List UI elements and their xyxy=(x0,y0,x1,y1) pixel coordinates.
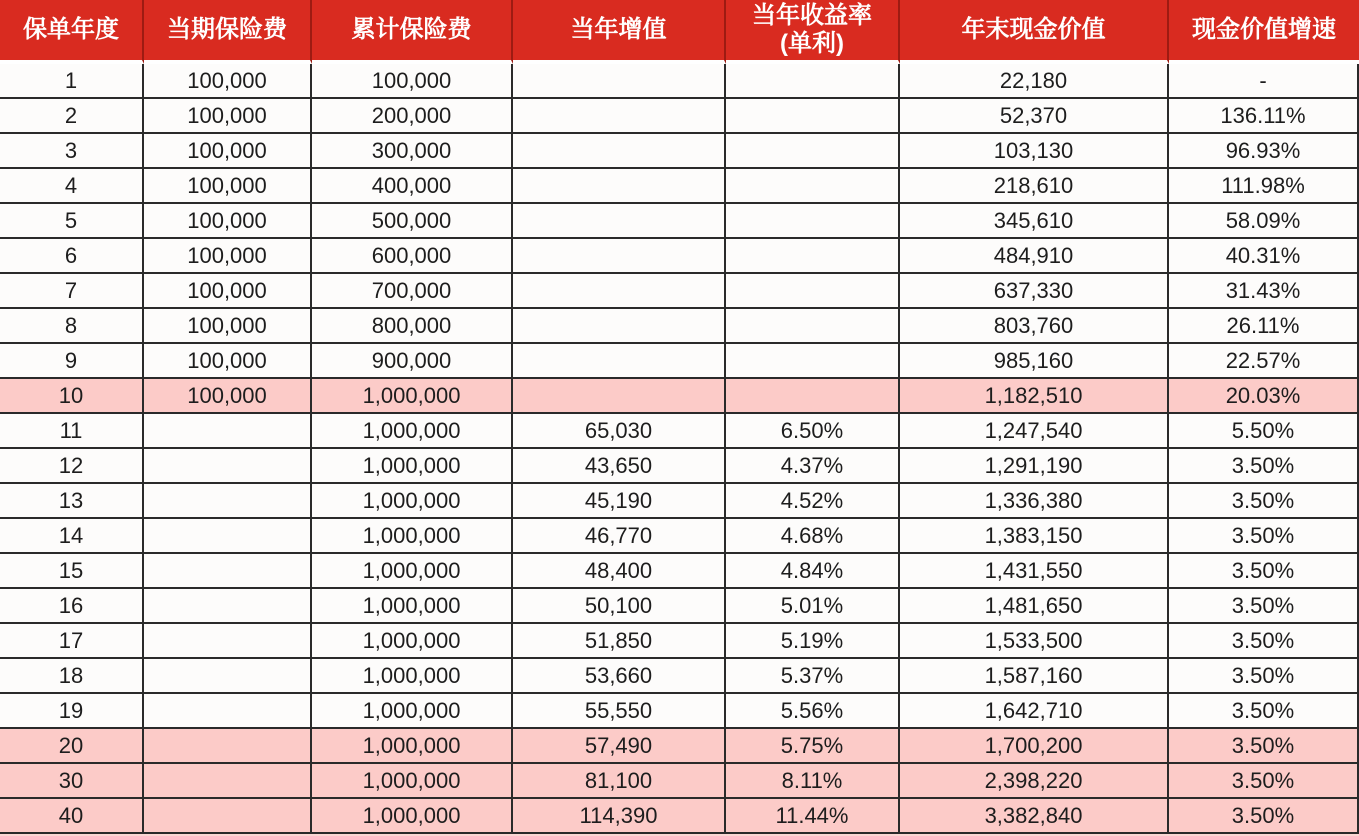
cell-annual-yield: 5.01% xyxy=(726,589,900,624)
cell-annual-appreciation: 55,550 xyxy=(513,694,726,729)
cell-cash-value-growth: 58.09% xyxy=(1169,204,1359,239)
cell-current-premium: 100,000 xyxy=(144,64,312,99)
cell-cash-value-growth: 3.50% xyxy=(1169,764,1359,799)
cell-current-premium: 100,000 xyxy=(144,204,312,239)
cell-annual-appreciation xyxy=(513,204,726,239)
cell-current-premium xyxy=(144,589,312,624)
cell-year-end-cash-value: 1,431,550 xyxy=(900,554,1169,589)
cell-policy-year: 2 xyxy=(0,99,144,134)
table-row xyxy=(0,309,1359,344)
cell-policy-year: 3 xyxy=(0,134,144,169)
cell-policy-year: 4 xyxy=(0,169,144,204)
cell-cash-value-growth: 31.43% xyxy=(1169,274,1359,309)
table-row xyxy=(0,134,1359,169)
cell-cumulative-premium: 300,000 xyxy=(312,134,513,169)
cell-policy-year: 17 xyxy=(0,624,144,659)
cell-year-end-cash-value: 22,180 xyxy=(900,64,1169,99)
header-policy-year: 保单年度 xyxy=(0,0,144,64)
cell-year-end-cash-value: 484,910 xyxy=(900,239,1169,274)
cell-current-premium xyxy=(144,519,312,554)
cell-year-end-cash-value: 1,700,200 xyxy=(900,729,1169,764)
cell-year-end-cash-value: 2,398,220 xyxy=(900,764,1169,799)
cell-cumulative-premium: 900,000 xyxy=(312,344,513,379)
table-row xyxy=(0,344,1359,379)
cell-cash-value-growth: - xyxy=(1169,64,1359,99)
table-row xyxy=(0,519,1359,554)
cell-cash-value-growth: 20.03% xyxy=(1169,379,1359,414)
cell-annual-yield: 4.52% xyxy=(726,484,900,519)
cell-year-end-cash-value: 3,382,840 xyxy=(900,799,1169,834)
cell-annual-appreciation xyxy=(513,134,726,169)
header-annual-yield xyxy=(726,0,900,64)
cell-annual-appreciation: 45,190 xyxy=(513,484,726,519)
cell-year-end-cash-value: 1,247,540 xyxy=(900,414,1169,449)
table-row xyxy=(0,99,1359,134)
cell-cash-value-growth: 3.50% xyxy=(1169,484,1359,519)
table-row xyxy=(0,554,1359,589)
cell-cash-value-growth: 136.11% xyxy=(1169,99,1359,134)
cell-policy-year: 30 xyxy=(0,764,144,799)
cell-year-end-cash-value: 1,336,380 xyxy=(900,484,1169,519)
table-row xyxy=(0,659,1359,694)
table-row xyxy=(0,799,1359,834)
cell-annual-yield: 5.19% xyxy=(726,624,900,659)
cell-year-end-cash-value: 1,481,650 xyxy=(900,589,1169,624)
cell-cash-value-growth: 96.93% xyxy=(1169,134,1359,169)
cell-annual-yield: 5.75% xyxy=(726,729,900,764)
cell-policy-year: 8 xyxy=(0,309,144,344)
cell-annual-yield: 6.50% xyxy=(726,414,900,449)
table-row xyxy=(0,764,1359,799)
cell-policy-year: 11 xyxy=(0,414,144,449)
table-row xyxy=(0,414,1359,449)
cell-policy-year: 13 xyxy=(0,484,144,519)
cell-cash-value-growth: 22.57% xyxy=(1169,344,1359,379)
table-row xyxy=(0,64,1359,99)
cell-policy-year: 18 xyxy=(0,659,144,694)
cell-year-end-cash-value: 985,160 xyxy=(900,344,1169,379)
cell-cumulative-premium: 600,000 xyxy=(312,239,513,274)
cell-annual-yield: 4.68% xyxy=(726,519,900,554)
cell-annual-appreciation xyxy=(513,274,726,309)
cell-policy-year: 20 xyxy=(0,729,144,764)
cell-cumulative-premium: 100,000 xyxy=(312,64,513,99)
cell-current-premium xyxy=(144,624,312,659)
cell-annual-yield: 5.56% xyxy=(726,694,900,729)
cell-cumulative-premium: 800,000 xyxy=(312,309,513,344)
cell-annual-appreciation xyxy=(513,169,726,204)
cell-current-premium: 100,000 xyxy=(144,344,312,379)
cell-year-end-cash-value: 1,587,160 xyxy=(900,659,1169,694)
cell-current-premium: 100,000 xyxy=(144,379,312,414)
cell-year-end-cash-value: 1,383,150 xyxy=(900,519,1169,554)
cell-year-end-cash-value: 345,610 xyxy=(900,204,1169,239)
cell-annual-yield xyxy=(726,169,900,204)
table-row xyxy=(0,589,1359,624)
table-row xyxy=(0,169,1359,204)
cell-current-premium: 100,000 xyxy=(144,274,312,309)
cell-annual-yield: 5.37% xyxy=(726,659,900,694)
cell-cash-value-growth: 5.50% xyxy=(1169,414,1359,449)
cell-annual-yield: 11.44% xyxy=(726,799,900,834)
table-body xyxy=(0,64,1359,834)
cell-current-premium: 100,000 xyxy=(144,239,312,274)
cell-policy-year: 7 xyxy=(0,274,144,309)
cell-current-premium xyxy=(144,554,312,589)
header-annual-yield-line2: (单利) xyxy=(780,30,844,57)
cell-policy-year: 15 xyxy=(0,554,144,589)
cell-cumulative-premium: 1,000,000 xyxy=(312,449,513,484)
cell-cash-value-growth: 3.50% xyxy=(1169,624,1359,659)
cell-cumulative-premium: 1,000,000 xyxy=(312,799,513,834)
cell-policy-year: 10 xyxy=(0,379,144,414)
cell-year-end-cash-value: 1,642,710 xyxy=(900,694,1169,729)
cell-annual-appreciation xyxy=(513,379,726,414)
cell-annual-appreciation: 114,390 xyxy=(513,799,726,834)
header-current-premium: 当期保险费 xyxy=(144,0,312,64)
cell-policy-year: 6 xyxy=(0,239,144,274)
cell-cumulative-premium: 1,000,000 xyxy=(312,519,513,554)
cell-annual-appreciation xyxy=(513,344,726,379)
cell-cash-value-growth: 3.50% xyxy=(1169,659,1359,694)
cell-annual-appreciation: 50,100 xyxy=(513,589,726,624)
cell-annual-appreciation: 46,770 xyxy=(513,519,726,554)
cell-annual-yield xyxy=(726,309,900,344)
cell-annual-appreciation: 65,030 xyxy=(513,414,726,449)
cell-current-premium: 100,000 xyxy=(144,169,312,204)
cell-year-end-cash-value: 218,610 xyxy=(900,169,1169,204)
cell-current-premium xyxy=(144,764,312,799)
header-row xyxy=(0,0,1359,64)
cell-annual-yield xyxy=(726,239,900,274)
cell-cumulative-premium: 1,000,000 xyxy=(312,659,513,694)
cell-cumulative-premium: 400,000 xyxy=(312,169,513,204)
cell-annual-yield: 4.37% xyxy=(726,449,900,484)
table-row xyxy=(0,379,1359,414)
table-row xyxy=(0,274,1359,309)
cell-policy-year: 16 xyxy=(0,589,144,624)
header-cash-value-growth: 现金价值增速 xyxy=(1169,0,1359,64)
cell-cumulative-premium: 1,000,000 xyxy=(312,589,513,624)
cell-current-premium xyxy=(144,484,312,519)
cell-annual-yield: 4.84% xyxy=(726,554,900,589)
header-year-end-cash-value: 年末现金价值 xyxy=(900,0,1169,64)
cell-annual-appreciation xyxy=(513,239,726,274)
cell-annual-yield xyxy=(726,134,900,169)
cell-current-premium xyxy=(144,694,312,729)
cell-annual-yield xyxy=(726,204,900,239)
cell-year-end-cash-value: 103,130 xyxy=(900,134,1169,169)
cell-policy-year: 5 xyxy=(0,204,144,239)
cell-cash-value-growth: 3.50% xyxy=(1169,729,1359,764)
table-row xyxy=(0,624,1359,659)
cell-year-end-cash-value: 1,291,190 xyxy=(900,449,1169,484)
cell-cash-value-growth: 40.31% xyxy=(1169,239,1359,274)
cell-policy-year: 1 xyxy=(0,64,144,99)
cell-current-premium xyxy=(144,729,312,764)
cell-cumulative-premium: 1,000,000 xyxy=(312,764,513,799)
cell-annual-appreciation: 48,400 xyxy=(513,554,726,589)
cell-year-end-cash-value: 52,370 xyxy=(900,99,1169,134)
cell-year-end-cash-value: 803,760 xyxy=(900,309,1169,344)
cell-policy-year: 14 xyxy=(0,519,144,554)
cell-cash-value-growth: 26.11% xyxy=(1169,309,1359,344)
cell-annual-appreciation xyxy=(513,64,726,99)
header-annual-yield-line1: 当年收益率 xyxy=(752,2,872,30)
cell-annual-yield xyxy=(726,274,900,309)
cell-annual-appreciation xyxy=(513,99,726,134)
cell-current-premium xyxy=(144,659,312,694)
cell-current-premium: 100,000 xyxy=(144,134,312,169)
cell-cash-value-growth: 3.50% xyxy=(1169,799,1359,834)
cell-annual-yield: 8.11% xyxy=(726,764,900,799)
cell-cash-value-growth: 3.50% xyxy=(1169,519,1359,554)
cell-cumulative-premium: 700,000 xyxy=(312,274,513,309)
cell-cash-value-growth: 3.50% xyxy=(1169,554,1359,589)
cell-cumulative-premium: 200,000 xyxy=(312,99,513,134)
header-annual-appreciation: 当年增值 xyxy=(513,0,726,64)
cell-current-premium: 100,000 xyxy=(144,99,312,134)
cell-annual-yield xyxy=(726,99,900,134)
table-header xyxy=(0,0,1359,64)
cell-annual-yield xyxy=(726,379,900,414)
cell-policy-year: 12 xyxy=(0,449,144,484)
cell-cash-value-growth: 3.50% xyxy=(1169,589,1359,624)
cell-policy-year: 40 xyxy=(0,799,144,834)
cell-annual-appreciation: 53,660 xyxy=(513,659,726,694)
table-row xyxy=(0,694,1359,729)
cell-cash-value-growth: 111.98% xyxy=(1169,169,1359,204)
table-row xyxy=(0,239,1359,274)
cell-policy-year: 9 xyxy=(0,344,144,379)
cell-cumulative-premium: 1,000,000 xyxy=(312,414,513,449)
cell-current-premium xyxy=(144,799,312,834)
cell-year-end-cash-value: 1,533,500 xyxy=(900,624,1169,659)
cell-year-end-cash-value: 1,182,510 xyxy=(900,379,1169,414)
cell-year-end-cash-value: 637,330 xyxy=(900,274,1169,309)
table-row xyxy=(0,484,1359,519)
cell-current-premium xyxy=(144,449,312,484)
cell-annual-appreciation: 43,650 xyxy=(513,449,726,484)
header-cumulative-premium: 累计保险费 xyxy=(312,0,513,64)
cell-cumulative-premium: 1,000,000 xyxy=(312,624,513,659)
cell-annual-appreciation xyxy=(513,309,726,344)
cell-cash-value-growth: 3.50% xyxy=(1169,449,1359,484)
cell-annual-appreciation: 81,100 xyxy=(513,764,726,799)
cell-current-premium xyxy=(144,414,312,449)
cell-current-premium: 100,000 xyxy=(144,309,312,344)
cell-cumulative-premium: 1,000,000 xyxy=(312,554,513,589)
cell-cumulative-premium: 1,000,000 xyxy=(312,379,513,414)
cell-cumulative-premium: 500,000 xyxy=(312,204,513,239)
cell-annual-appreciation: 51,850 xyxy=(513,624,726,659)
cell-annual-appreciation: 57,490 xyxy=(513,729,726,764)
cell-cumulative-premium: 1,000,000 xyxy=(312,729,513,764)
cell-cumulative-premium: 1,000,000 xyxy=(312,694,513,729)
cell-annual-yield xyxy=(726,64,900,99)
table-row xyxy=(0,449,1359,484)
cell-cumulative-premium: 1,000,000 xyxy=(312,484,513,519)
cell-annual-yield xyxy=(726,344,900,379)
table-row xyxy=(0,204,1359,239)
cell-policy-year: 19 xyxy=(0,694,144,729)
table-row xyxy=(0,729,1359,764)
cell-cash-value-growth: 3.50% xyxy=(1169,694,1359,729)
